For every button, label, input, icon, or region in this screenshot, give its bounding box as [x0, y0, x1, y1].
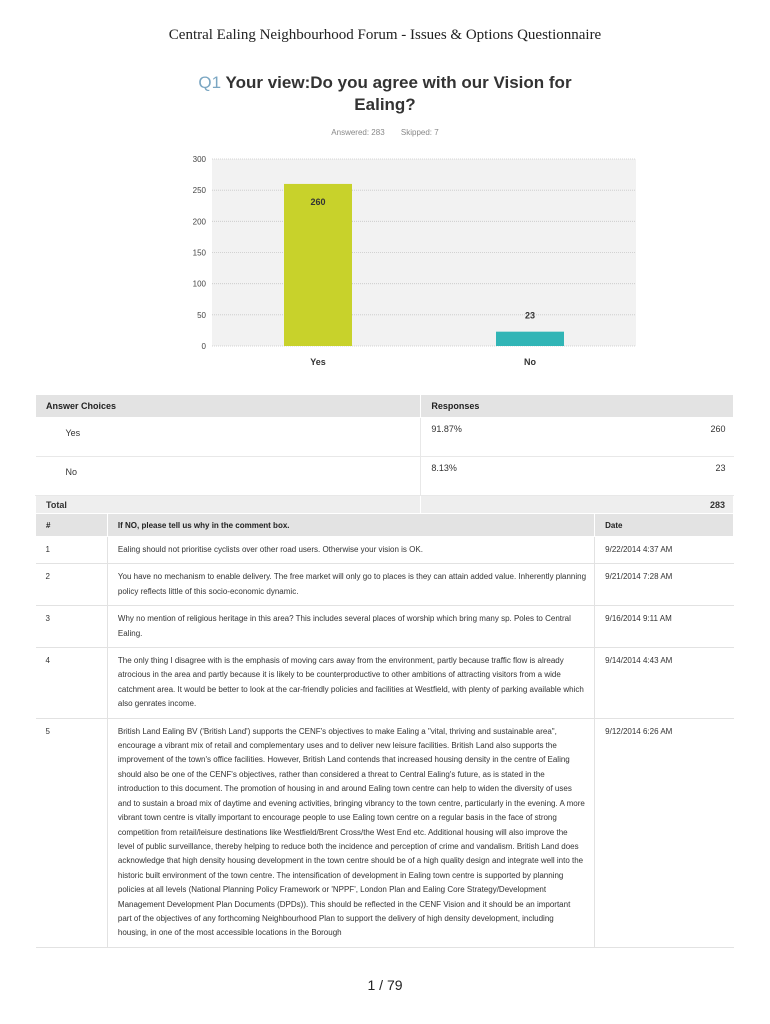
answered-count: Answered: 283	[331, 128, 385, 137]
bar-chart	[0, 0, 770, 380]
data-label: 260	[310, 196, 326, 207]
number-header: #	[36, 514, 108, 537]
responses-header: Responses	[421, 395, 734, 418]
table-row	[36, 606, 734, 648]
comments-table-header	[36, 514, 734, 537]
page-number: 1 / 79	[367, 977, 403, 993]
y-tick-label: 300	[192, 155, 206, 164]
date-header: Date	[595, 514, 734, 537]
table-row	[36, 648, 734, 719]
comment-date: 9/16/2014 9:11 AM	[595, 606, 734, 648]
x-tick-label: Yes	[310, 357, 326, 367]
comment-header: If NO, please tell us why in the comment box.	[107, 514, 594, 537]
table-row	[36, 564, 734, 606]
table-row	[36, 537, 734, 564]
answer-choices-table	[35, 394, 734, 522]
answer-choice: No	[36, 457, 421, 496]
y-tick-label: 0	[201, 342, 206, 351]
answer-choice: Yes	[36, 418, 421, 457]
table-row	[36, 718, 734, 947]
bar-no	[496, 332, 564, 346]
comment-text: British Land Ealing BV ('British Land') supports the CENF's objectives to make Ealing a "vital, thriving and sustainable area", encourage a vibrant mix of retail and complementary uses and to deliver new leisure facilities. British Land also supports the improvement of the town's office facilities. However, British Land contends that increased housing density in the centre of Ealing should also be one of the CENF's objectives, rather than considered a threat to Central Ealing's future, as is stated in the introduction to this document. The promotion of housing in and around Ealing town centre can help to widen the diversity of uses and to sustain a broad mix of daytime and evening activities, bringing vibrancy to the town centre, particularly in the evening. A more vibrant town centre is vitally important to encourage people to use Ealing town centre on a regular basis in the face of strong competition from retail/leisure destinations like Westfield/Brent Cross/the West End etc. Additional housing will also improve the level of public surveillance, thereby helping to reduce both the incidence and perception of crime and vandalism. British Land does acknowledge that high density housing development in the town centre should be of a high quality design and integrate well into the historic built environment of the town centre. The intensification of development in Ealing town centre is supported by planning policies at all levels (National Planning Policy Framework or 'NPPF', London Plan and Ealing Core Strategy/Development Management Development Plan Documents (DPDs)). This should be reflected in the CENF Vision and it should be an important part of the objectives of any forthcoming Neighbourhood Plan to support the delivery of high density development, including housing, in one of the most accessible locations in the Borough	[107, 718, 594, 947]
comment-number: 5	[36, 718, 108, 947]
answer-count: 260	[581, 418, 734, 457]
comment-number: 4	[36, 648, 108, 719]
total-value: 283	[421, 496, 734, 522]
total-label: Total	[36, 496, 421, 522]
y-tick-label: 100	[192, 279, 206, 289]
answer-percent: 91.87%	[421, 418, 581, 457]
comments-table	[35, 513, 734, 948]
question-text: Your view:Do you agree with our Vision for Ealing?	[225, 73, 572, 114]
y-tick-label: 250	[192, 186, 206, 196]
comment-date: 9/22/2014 4:37 AM	[595, 537, 734, 564]
y-tick-label: 150	[192, 248, 206, 258]
comment-date: 9/21/2014 7:28 AM	[595, 564, 734, 606]
comment-text: The only thing I disagree with is the emphasis of moving cars away from the environment, partly because traffic flow is already atrocious in the area and partly because it is likely to be counterproductive to other ambitions of attracting visitors from a wide catchment area. It would be better to look at the car-friendly policies and facilities at Westfield, with plenty of parking available which also genrates income.	[107, 648, 594, 719]
y-tick-label: 50	[197, 310, 206, 320]
comment-date: 9/14/2014 4:43 AM	[595, 648, 734, 719]
data-label: 23	[524, 310, 536, 321]
answer-row-no	[36, 457, 734, 496]
answer-row-yes	[36, 418, 734, 457]
answer-count: 23	[581, 457, 734, 496]
question-number: Q1	[198, 73, 222, 92]
answer-table-header	[36, 395, 734, 418]
bar-yes	[284, 184, 352, 346]
comment-date: 9/12/2014 6:26 AM	[595, 718, 734, 947]
comment-number: 2	[36, 564, 108, 606]
comment-number: 3	[36, 606, 108, 648]
comment-text: You have no mechanism to enable delivery. The free market will only go to places is they can attain added value. Inherently planning policy reflects little of this socio-economic dynamic.	[107, 564, 594, 606]
comment-text: Why no mention of religious heritage in this area? This includes several places of worship which bring many sp. Poles to Central Ealing.	[107, 606, 594, 648]
x-tick-label: No	[524, 357, 536, 367]
comment-text: Ealing should not prioritise cyclists over other road users. Otherwise your vision is OK.	[107, 537, 594, 564]
answer-percent: 8.13%	[421, 457, 581, 496]
answer-choices-header: Answer Choices	[36, 395, 421, 418]
comment-number: 1	[36, 537, 108, 564]
skipped-count: Skipped: 7	[400, 128, 439, 137]
y-tick-label: 200	[192, 217, 206, 227]
document-title: Central Ealing Neighbourhood Forum - Issues & Options Questionnaire	[168, 27, 602, 43]
